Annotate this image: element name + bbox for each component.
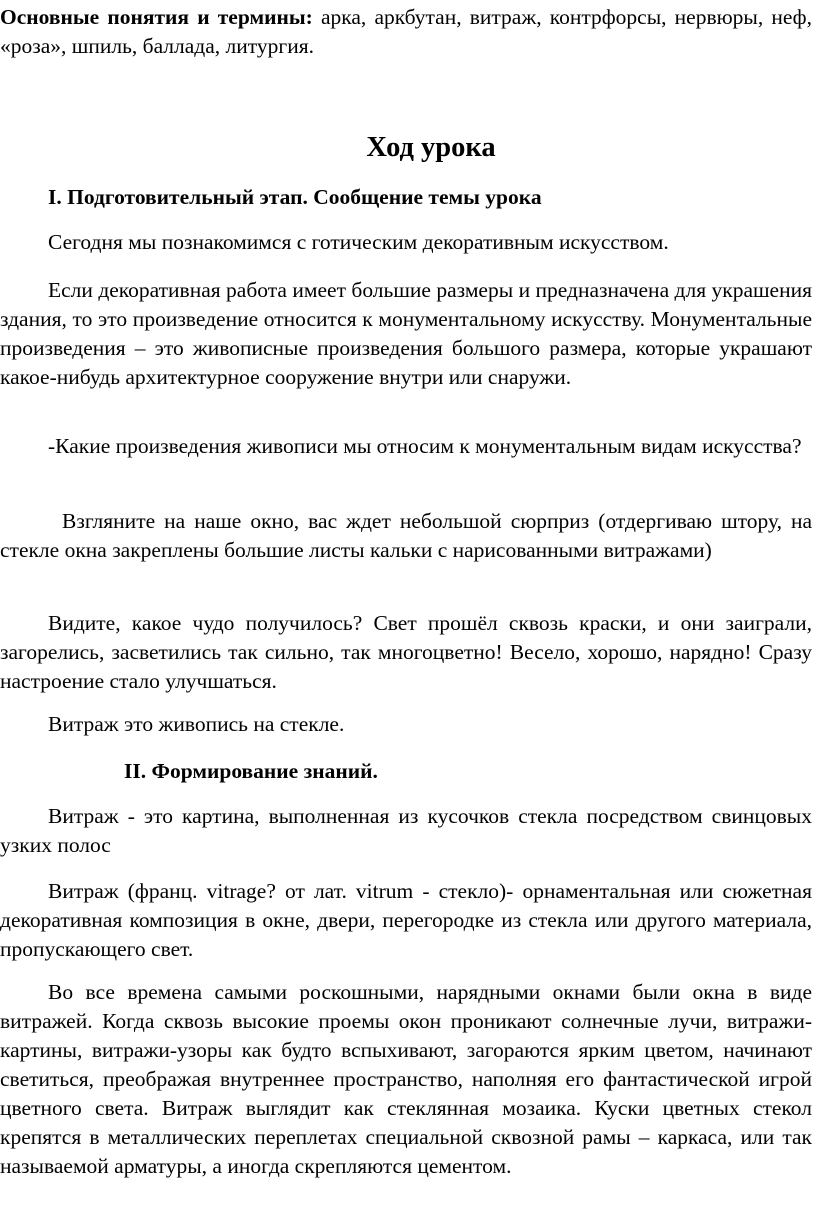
section-1-paragraph-6: Витраж это живопись на стекле. (48, 712, 345, 736)
section-1-paragraph-5: Видите, какое чудо получилось? Свет прошёл сквозь краски, и они заиграли, загорелись, засветились так сильно, так многоцветно! Весело, хорошо, нарядно! Сразу настроение стало улучшаться. (0, 611, 812, 693)
section-1-paragraph-2: Если декоративная работа имеет большие размеры и предназначена для украшения здания, то это произведение относится к монументальному искусству. Монументальные произведения – это живописные произведения большого размера, которые украшают какое-нибудь архитектурное сооружение внутри или снаружи. (0, 278, 812, 389)
section-1-paragraph-4: Взгляните на наше окно, вас ждет небольшой сюрприз (отдергиваю штору, на стекле окна закреплены большие листы кальки с нарисованными витражами) (0, 509, 812, 562)
section-1-heading: I. Подготовительный этап. Сообщение темы урока (48, 185, 542, 209)
lesson-title: Ход урока (366, 132, 496, 163)
key-terms-list: арка, аркбутан, витраж, контрфорсы, нервюры, неф, «роза», шпиль, баллада, литургия. (0, 5, 812, 58)
section-1-paragraph-1: Сегодня мы познакомимся с готическим декоративным искусством. (48, 230, 669, 254)
section-1-question: -Какие произведения живописи мы относим к монументальным видам искусства? (48, 434, 802, 458)
section-2-paragraph-1: Витраж - это картина, выполненная из кусочков стекла посредством свинцовых узких полос (0, 804, 812, 857)
key-terms-label: Основные понятия и термины: (0, 5, 313, 29)
section-2-paragraph-3: Во все времена самыми роскошными, нарядными окнами были окна в виде витражей. Когда сквозь высокие проемы окон проникают солнечные лучи, витражи-картины, витражи-узоры как будто вспыхивают, загораются ярким цветом, начинают светиться, преображая внутреннее пространство, наполняя его фантастической игрой цветного света. Витраж выглядит как стеклянная мозаика. Куски цветных стекол крепятся в металлических переплетах специальной сквозной рамы – каркаса, или так называемой арматуры, а иногда скрепляются цементом. (0, 980, 812, 1178)
section-2-paragraph-2: Витраж (франц. vitrage? от лат. vitrum - стекло)- орнаментальная или сюжетная декоративная композиция в окне, двери, перегородке из стекла или другого материала, пропускающего свет. (0, 879, 812, 961)
section-2-heading: II. Формирование знаний. (124, 759, 378, 783)
key-terms-paragraph (0, 3, 812, 61)
